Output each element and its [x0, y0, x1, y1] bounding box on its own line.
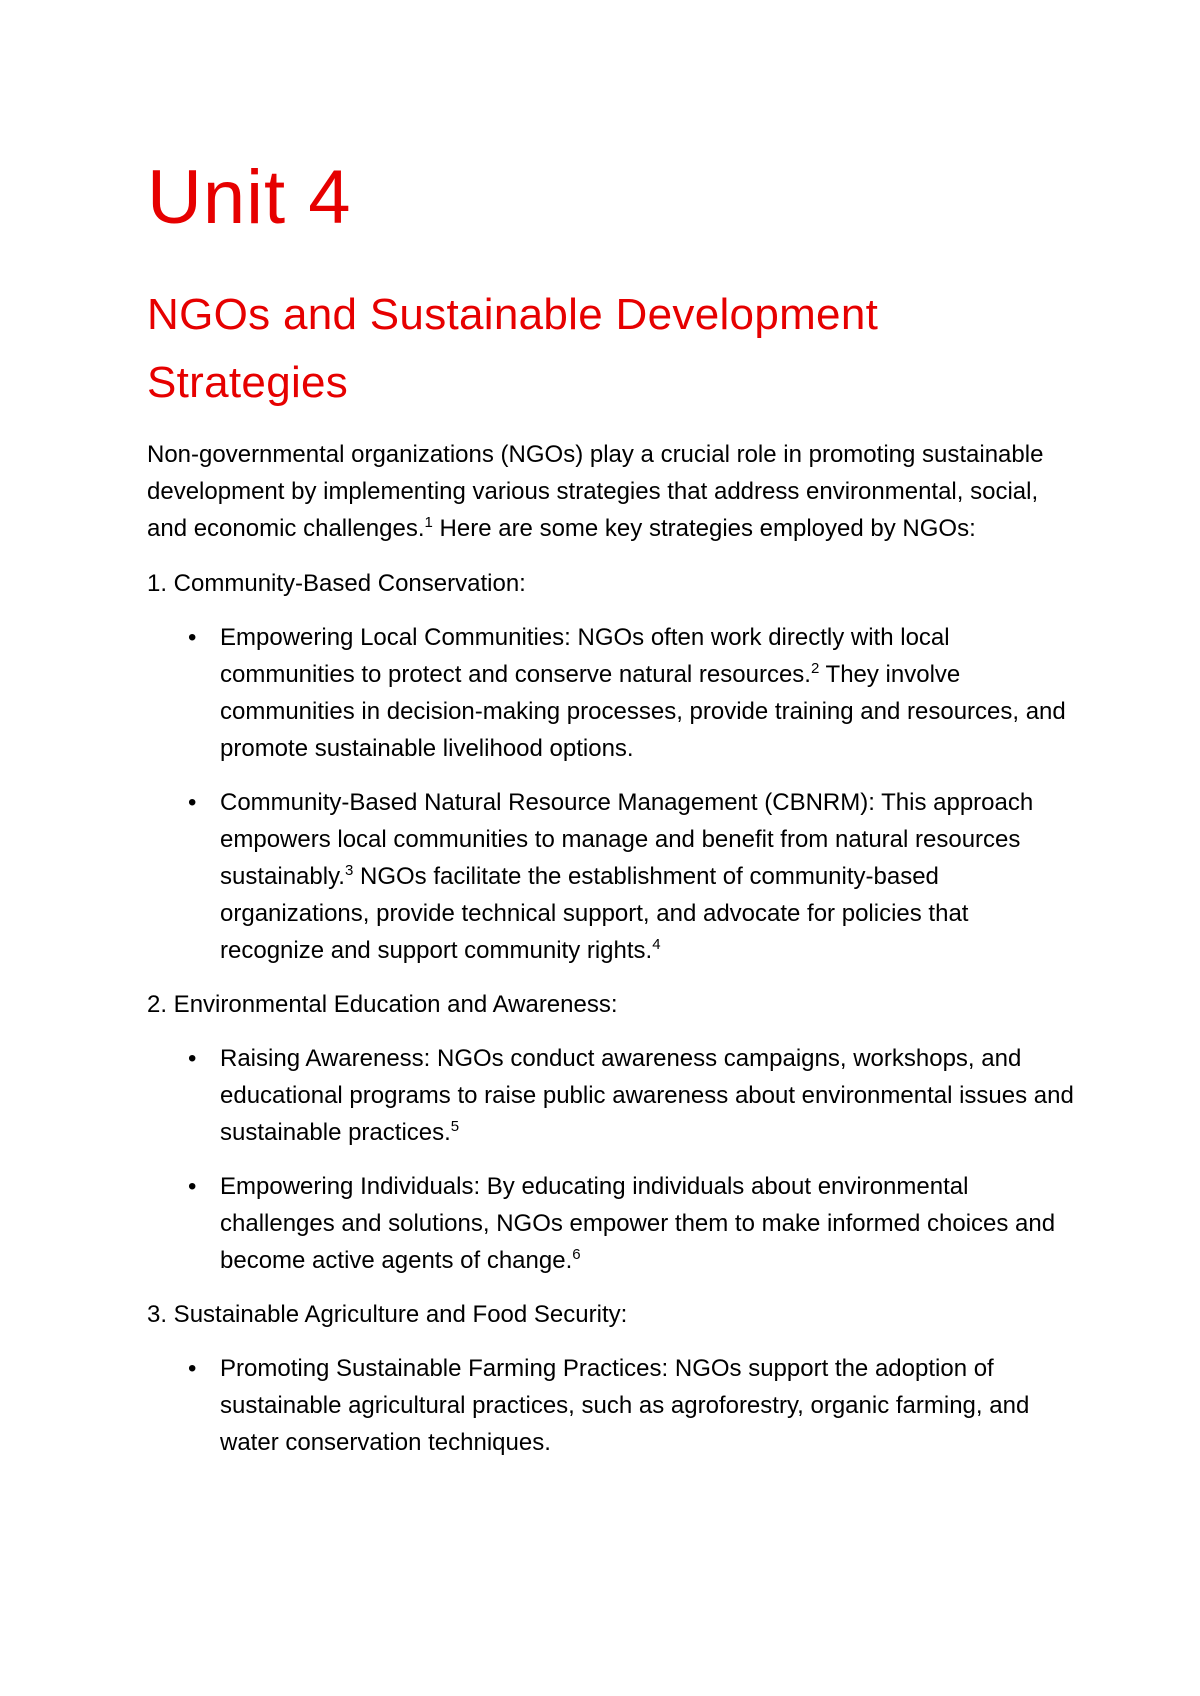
intro-text: Non-governmental organizations (NGOs) play a crucial role in promoting sustainable development by implementing various strategies that address environmental, social, and economic challenges.: [147, 441, 1044, 542]
footnote-ref[interactable]: 1: [424, 514, 433, 531]
strategy-bullet-list: [147, 1350, 1077, 1461]
footnote-ref[interactable]: 6: [572, 1246, 581, 1263]
bullet-icon: •: [188, 1355, 197, 1382]
section-title: NGOs and Sustainable Development Strategies: [147, 290, 879, 407]
bullet-icon: •: [188, 624, 197, 651]
bullet-text-continued: NGOs facilitate the establishment of community-based organizations, provide technical support, and advocate for policies that recognize and support community rights.: [220, 863, 969, 964]
bullet-item: [147, 1040, 1077, 1151]
bullet-icon: •: [188, 789, 197, 816]
strategy-heading-environmental-education: 2. Environmental Education and Awareness:: [147, 991, 618, 1018]
strategy-bullet-list: [147, 619, 1077, 969]
bullet-icon: •: [188, 1173, 197, 1200]
intro-tail: Here are some key strategies employed by NGOs:: [432, 515, 976, 542]
footnote-ref[interactable]: 4: [652, 936, 661, 953]
bullet-text: Empowering Individuals: By educating individuals about environmental challenges and solutions, NGOs empower them to make informed choices and become active agents of change.: [220, 1173, 1056, 1274]
bullet-text: Raising Awareness: NGOs conduct awareness campaigns, workshops, and educational programs to raise public awareness about environmental issues and sustainable practices.: [220, 1045, 1074, 1146]
bullet-text-continued: They involve communities in decision-making processes, provide training and resources, and promote sustainable livelihood options.: [220, 661, 1066, 762]
strategy-bullet-list: [147, 1040, 1077, 1279]
bullet-icon: •: [188, 1045, 197, 1072]
bullet-text: Promoting Sustainable Farming Practices: NGOs support the adoption of sustainable agricultural practices, such as agroforestry, organic farming, and water conservation techniques.: [220, 1355, 1030, 1456]
footnote-ref[interactable]: 3: [344, 862, 354, 879]
footnote-ref[interactable]: 2: [810, 660, 820, 677]
intro-paragraph: [147, 436, 1077, 547]
bullet-item: [147, 619, 1077, 767]
strategy-heading-community-conservation: 1. Community-Based Conservation:: [147, 570, 526, 597]
footnote-ref[interactable]: 5: [450, 1118, 460, 1135]
strategy-heading-sustainable-agriculture: 3. Sustainable Agriculture and Food Security:: [147, 1301, 628, 1328]
unit-title: Unit 4: [147, 155, 352, 240]
bullet-item: [147, 1350, 1077, 1461]
document-content: [147, 155, 1077, 1478]
bullet-item: [147, 1168, 1077, 1279]
bullet-item: [147, 784, 1077, 969]
bullet-text: Community-Based Natural Resource Management (CBNRM): This approach empowers local communities to manage and benefit from natural resources sustainably.: [220, 789, 1034, 890]
bullet-text: Empowering Local Communities: NGOs often work directly with local communities to protect and conserve natural resources.: [220, 624, 950, 688]
